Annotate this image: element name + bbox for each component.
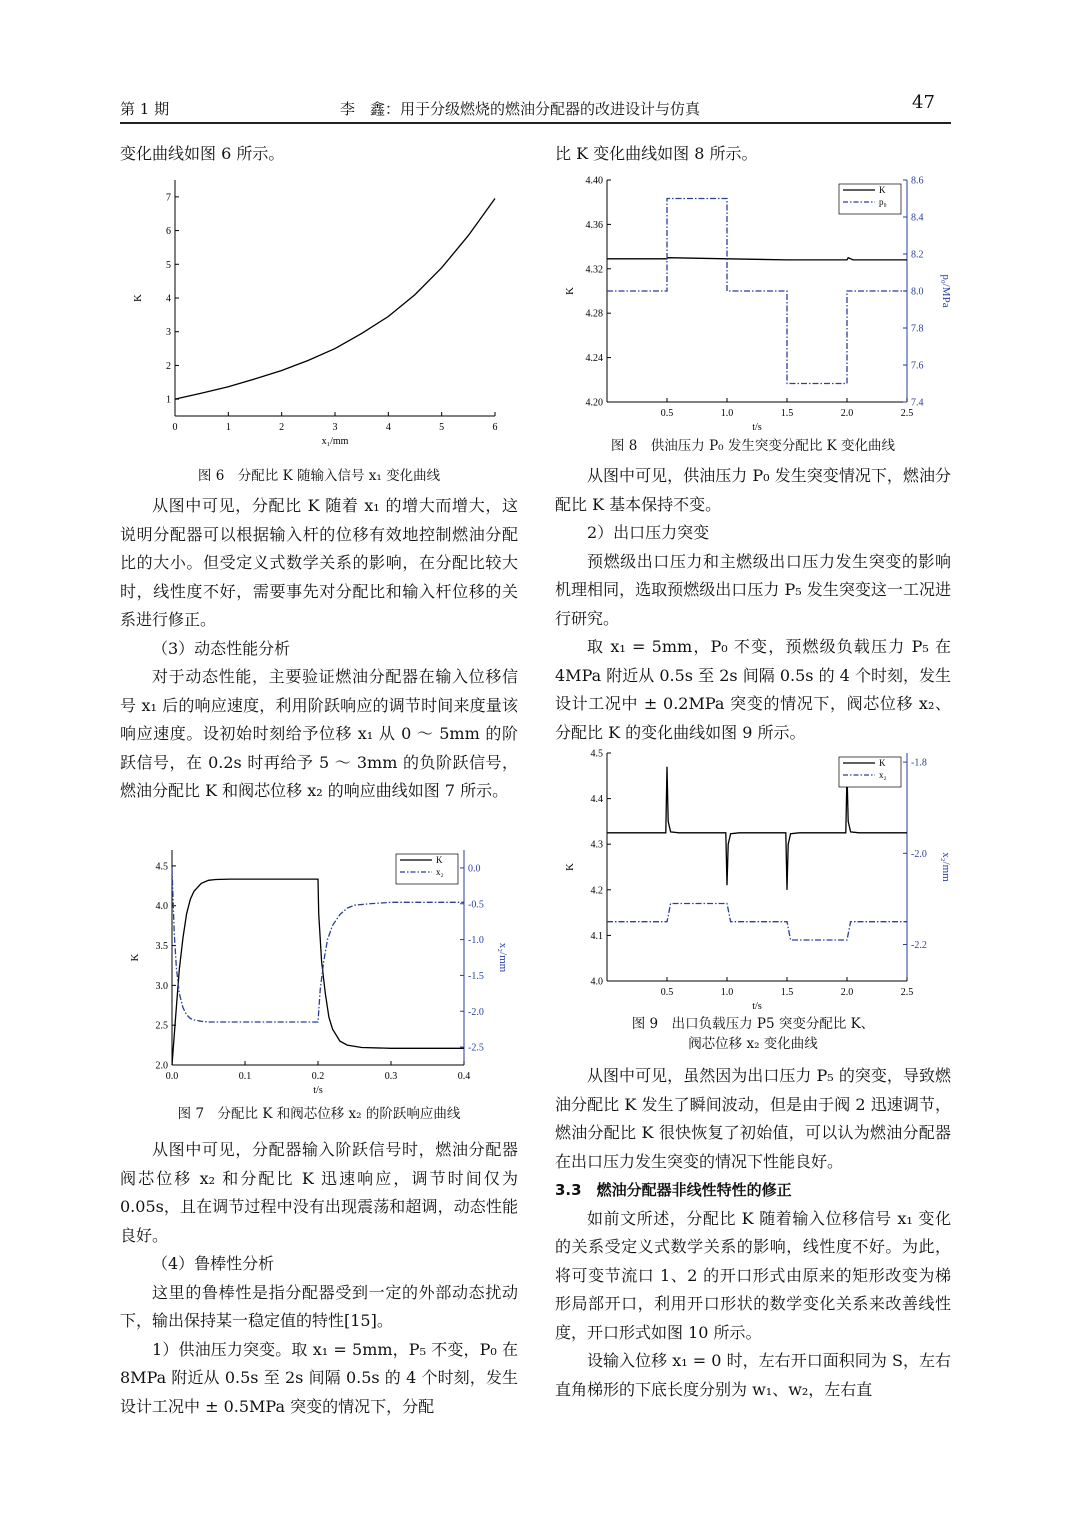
legend-label: K bbox=[879, 758, 886, 768]
y2-tick-label: -1.8 bbox=[911, 757, 927, 769]
left-heading-3: （3）动态性能分析 bbox=[152, 638, 291, 658]
x-tick-label: 4 bbox=[385, 422, 391, 433]
y-axis-label: K bbox=[132, 294, 144, 302]
left-body-2 bbox=[120, 1136, 518, 1421]
right-para-1: 从图中可见，供油压力 P₀ 发生突变情况下，燃油分配比 K 基本保持不变。 bbox=[555, 466, 951, 514]
y-tick-label: 7 bbox=[166, 192, 171, 204]
x-tick-label: 0.2 bbox=[311, 1071, 325, 1082]
y2-axis-label: x₂/mm bbox=[497, 942, 509, 973]
right-para-2: 预燃级出口压力和主燃级出口压力发生突变的影响机理相同，选取预燃级出口压力 P₅ 发生突变这一工况进行研究。 bbox=[555, 551, 951, 628]
left-para-2: 对于动态性能，主要验证燃油分配器在输入位移信号 x₁ 后的响应速度，利用阶跃响应的调节时间来度量该响应速度。设初始时刻给予位移 x₁ 从 0 ～ 5mm 的阶跃信号，在 0.2s 时再给予 5 ～ 3mm 的负阶跃信号，燃油分配比 K 和阀芯位移 x₂ 的响应曲线如图 7 所示。 bbox=[120, 667, 518, 800]
y-tick-label: 4.5 bbox=[155, 861, 168, 873]
legend-label: x₂ bbox=[436, 867, 444, 877]
x-tick-label: 0.3 bbox=[384, 1071, 398, 1082]
right-para-6: 设输入位移 x₁ = 0 时，左右开口面积同为 S，左右直角梯形的下底长度分别为 w₁、w₂，左右直 bbox=[555, 1351, 951, 1399]
y2-tick-label: -0.5 bbox=[468, 899, 484, 911]
x-tick-label: 1 bbox=[225, 422, 231, 433]
legend-label: x₂ bbox=[879, 770, 887, 780]
x-tick-label: 2 bbox=[279, 422, 285, 433]
y-tick-label: 1 bbox=[166, 394, 171, 406]
y-tick-label: 4.40 bbox=[585, 175, 603, 187]
figure-8-chart bbox=[555, 172, 952, 433]
legend-box bbox=[839, 184, 901, 214]
y2-axis-label: x₂/mm bbox=[940, 852, 952, 882]
left-para-1: 从图中可见，分配比 K 随着 x₁ 的增大而增大，这说明分配器可以根据输入杆的位移有效地控制燃油分配比的大小。但受定义式数学关系的影响，在分配比较大时，线性度不好，需要事先对分配比和输入杆位移的关系进行修正。 bbox=[120, 496, 518, 629]
left-column bbox=[120, 140, 518, 169]
fig9-caption-wrap bbox=[555, 1014, 951, 1054]
fig8-caption-wrap bbox=[555, 436, 951, 456]
x-tick-label: 0.5 bbox=[660, 987, 674, 998]
series-line-x2 bbox=[607, 904, 907, 941]
left-intro: 变化曲线如图 6 所示。 bbox=[120, 144, 285, 163]
y-tick-label: 6 bbox=[166, 226, 171, 238]
page-number: 47 bbox=[912, 92, 935, 113]
x-tick-label: 1.0 bbox=[720, 408, 734, 419]
y-tick-label: 3 bbox=[166, 327, 171, 339]
fig7-caption-wrap bbox=[120, 1104, 518, 1124]
y2-tick-label: 7.8 bbox=[911, 323, 924, 335]
legend-label: K bbox=[879, 185, 886, 195]
right-body-1 bbox=[555, 462, 951, 747]
x-tick-label: 2.5 bbox=[900, 408, 914, 419]
y-axis-label: K bbox=[564, 287, 576, 295]
running-issue: 第 1 期 bbox=[120, 100, 170, 118]
y2-tick-label: 8.2 bbox=[911, 249, 924, 261]
left-body-1 bbox=[120, 492, 518, 806]
x-tick-label: 1.5 bbox=[780, 987, 794, 998]
series-line-k bbox=[172, 879, 464, 1065]
x-axis-label: t/s bbox=[752, 1001, 762, 1012]
y-tick-label: 4.5 bbox=[590, 748, 603, 760]
x-tick-label: 5 bbox=[439, 422, 445, 433]
left-para-5: 1）供油压力突变。取 x₁ = 5mm，P₅ 不变，P₀ 在 8MPa 附近从 0.5s 至 2s 间隔 0.5s 的 4 个时刻，发生设计工况中 ± 0.5MPa 突变的情况下，分配 bbox=[120, 1339, 518, 1416]
x-tick-label: 6 bbox=[492, 422, 498, 433]
x-tick-label: 0.5 bbox=[660, 408, 674, 419]
fig6-caption-wrap bbox=[120, 466, 518, 486]
legend-box bbox=[396, 854, 458, 884]
figure-7-chart bbox=[120, 840, 518, 1105]
header-rule bbox=[120, 122, 951, 124]
y-tick-label: 4.0 bbox=[155, 901, 168, 913]
x-tick-label: 2.5 bbox=[900, 987, 914, 998]
left-para-3: 从图中可见，分配器输入阶跃信号时，燃油分配器阀芯位移 x₂ 和分配比 K 迅速响应，调节时间仅为 0.05s，且在调节过程中没有出现震荡和超调，动态性能良好。 bbox=[120, 1140, 518, 1245]
y2-tick-label: 0.0 bbox=[468, 863, 481, 875]
figure-9-caption-line-2: 阀芯位移 x₂ 变化曲线 bbox=[688, 1036, 818, 1052]
right-para-5: 如前文所述，分配比 K 随着输入位移信号 x₁ 变化的关系受定义式数学关系的影响，线性度不好。为此，将可变节流口 1、2 的开口形式由原来的矩形改变为梯形局部开口，利用开口形状的数学变化关系来改善线性度，开口形式如图 10 所示。 bbox=[555, 1208, 951, 1342]
y-tick-label: 4.20 bbox=[585, 397, 603, 409]
series-line-k bbox=[607, 258, 907, 260]
left-heading-4: （4）鲁棒性分析 bbox=[152, 1254, 275, 1273]
left-para-4: 这里的鲁棒性是指分配器受到一定的外部动态扰动下，输出保持某一稳定值的特性[15]。 bbox=[120, 1282, 518, 1330]
figure-6-caption: 图 6 分配比 K 随输入信号 x₁ 变化曲线 bbox=[197, 468, 441, 484]
figure-9-caption-line-1: 图 9 出口负载压力 P5 突变分配比 K、 bbox=[631, 1016, 875, 1032]
y2-tick-label: -2.2 bbox=[911, 940, 927, 952]
y2-tick-label: -1.5 bbox=[468, 970, 484, 982]
right-column bbox=[555, 140, 951, 169]
y-tick-label: 2 bbox=[166, 360, 171, 372]
y-tick-label: 4.4 bbox=[590, 794, 603, 806]
y2-axis-label: p₀/MPa bbox=[940, 274, 952, 308]
right-para-3: 取 x₁ = 5mm，P₀ 不变，预燃级负载压力 P₅ 在 4MPa 附近从 0.5s 至 2s 间隔 0.5s 的 4 个时刻，发生设计工况中 ± 0.2MPa 突变的情况下，阀芯位移 x₂、分配比 K 的变化曲线如图 9 所示。 bbox=[555, 637, 951, 742]
y-tick-label: 4.1 bbox=[590, 930, 603, 942]
right-para-4: 从图中可见，虽然因为出口压力 P₅ 的突变，导致燃油分配比 K 发生了瞬间波动，但是由于阀 2 迅速调节，燃油分配比 K 很快恢复了初始值，可以认为燃油分配器在出口压力发生突变的情况下性能良好。 bbox=[555, 1066, 951, 1171]
series-line-k bbox=[175, 199, 495, 400]
y2-tick-label: 8.4 bbox=[911, 212, 924, 224]
figure-9-chart bbox=[555, 745, 951, 1010]
x-tick-label: 2.0 bbox=[840, 987, 854, 998]
y-tick-label: 3.5 bbox=[155, 941, 168, 953]
running-title: 李 鑫：用于分级燃烧的燃油分配器的改进设计与仿真 bbox=[340, 100, 701, 118]
y-tick-label: 4.24 bbox=[585, 353, 603, 365]
figure-6-chart bbox=[120, 172, 518, 482]
y-tick-label: 5 bbox=[166, 259, 171, 271]
y2-tick-label: -1.0 bbox=[468, 935, 484, 947]
y-tick-label: 4.32 bbox=[585, 264, 603, 276]
y-tick-label: 4.3 bbox=[590, 839, 603, 851]
x-tick-label: 1.0 bbox=[720, 987, 734, 998]
legend-label: p₀ bbox=[879, 197, 887, 207]
y2-tick-label: 7.4 bbox=[911, 397, 924, 409]
y-axis-label: K bbox=[564, 863, 576, 871]
y2-tick-label: -2.0 bbox=[468, 1006, 484, 1018]
section-3-3-heading: 3.3 燃油分配器非线性特性的修正 bbox=[555, 1181, 792, 1199]
y-tick-label: 3.0 bbox=[155, 980, 168, 992]
y-tick-label: 4 bbox=[166, 293, 171, 305]
legend-box bbox=[839, 757, 901, 787]
x-tick-label: 0.0 bbox=[165, 1071, 179, 1082]
y-tick-label: 2.0 bbox=[155, 1060, 168, 1072]
x-axis-label: x₁/mm bbox=[321, 436, 349, 447]
figure-7-caption: 图 7 分配比 K 和阀芯位移 x₂ 的阶跃响应曲线 bbox=[177, 1106, 461, 1122]
y-tick-label: 4.0 bbox=[590, 976, 603, 988]
legend-label: K bbox=[436, 855, 443, 865]
series-line-x2 bbox=[607, 199, 907, 384]
x-tick-label: 0.4 bbox=[457, 1071, 471, 1082]
x-tick-label: 1.5 bbox=[780, 408, 794, 419]
y2-tick-label: 8.6 bbox=[911, 175, 924, 187]
y2-tick-label: -2.0 bbox=[911, 848, 927, 860]
y-tick-label: 4.36 bbox=[585, 219, 603, 231]
right-body-2 bbox=[555, 1062, 951, 1404]
x-tick-label: 0.1 bbox=[238, 1071, 252, 1082]
y-axis-label: K bbox=[129, 953, 141, 962]
y2-tick-label: -2.5 bbox=[468, 1042, 484, 1054]
y-tick-label: 2.5 bbox=[155, 1020, 168, 1032]
figure-8-caption: 图 8 供油压力 P₀ 发生突变分配比 K 变化曲线 bbox=[610, 438, 896, 454]
x-axis-label: t/s bbox=[313, 1085, 323, 1096]
y2-tick-label: 7.6 bbox=[911, 360, 924, 372]
x-tick-label: 3 bbox=[332, 422, 338, 433]
y2-tick-label: 8.0 bbox=[911, 286, 924, 298]
y-tick-label: 4.2 bbox=[590, 885, 603, 897]
y-tick-label: 4.28 bbox=[585, 308, 603, 320]
right-heading-2: 2）出口压力突变 bbox=[587, 523, 710, 542]
right-intro: 比 K 变化曲线如图 8 所示。 bbox=[555, 144, 758, 163]
x-tick-label: 2.0 bbox=[840, 408, 854, 419]
x-axis-label: t/s bbox=[752, 422, 762, 433]
x-tick-label: 0 bbox=[172, 422, 178, 433]
